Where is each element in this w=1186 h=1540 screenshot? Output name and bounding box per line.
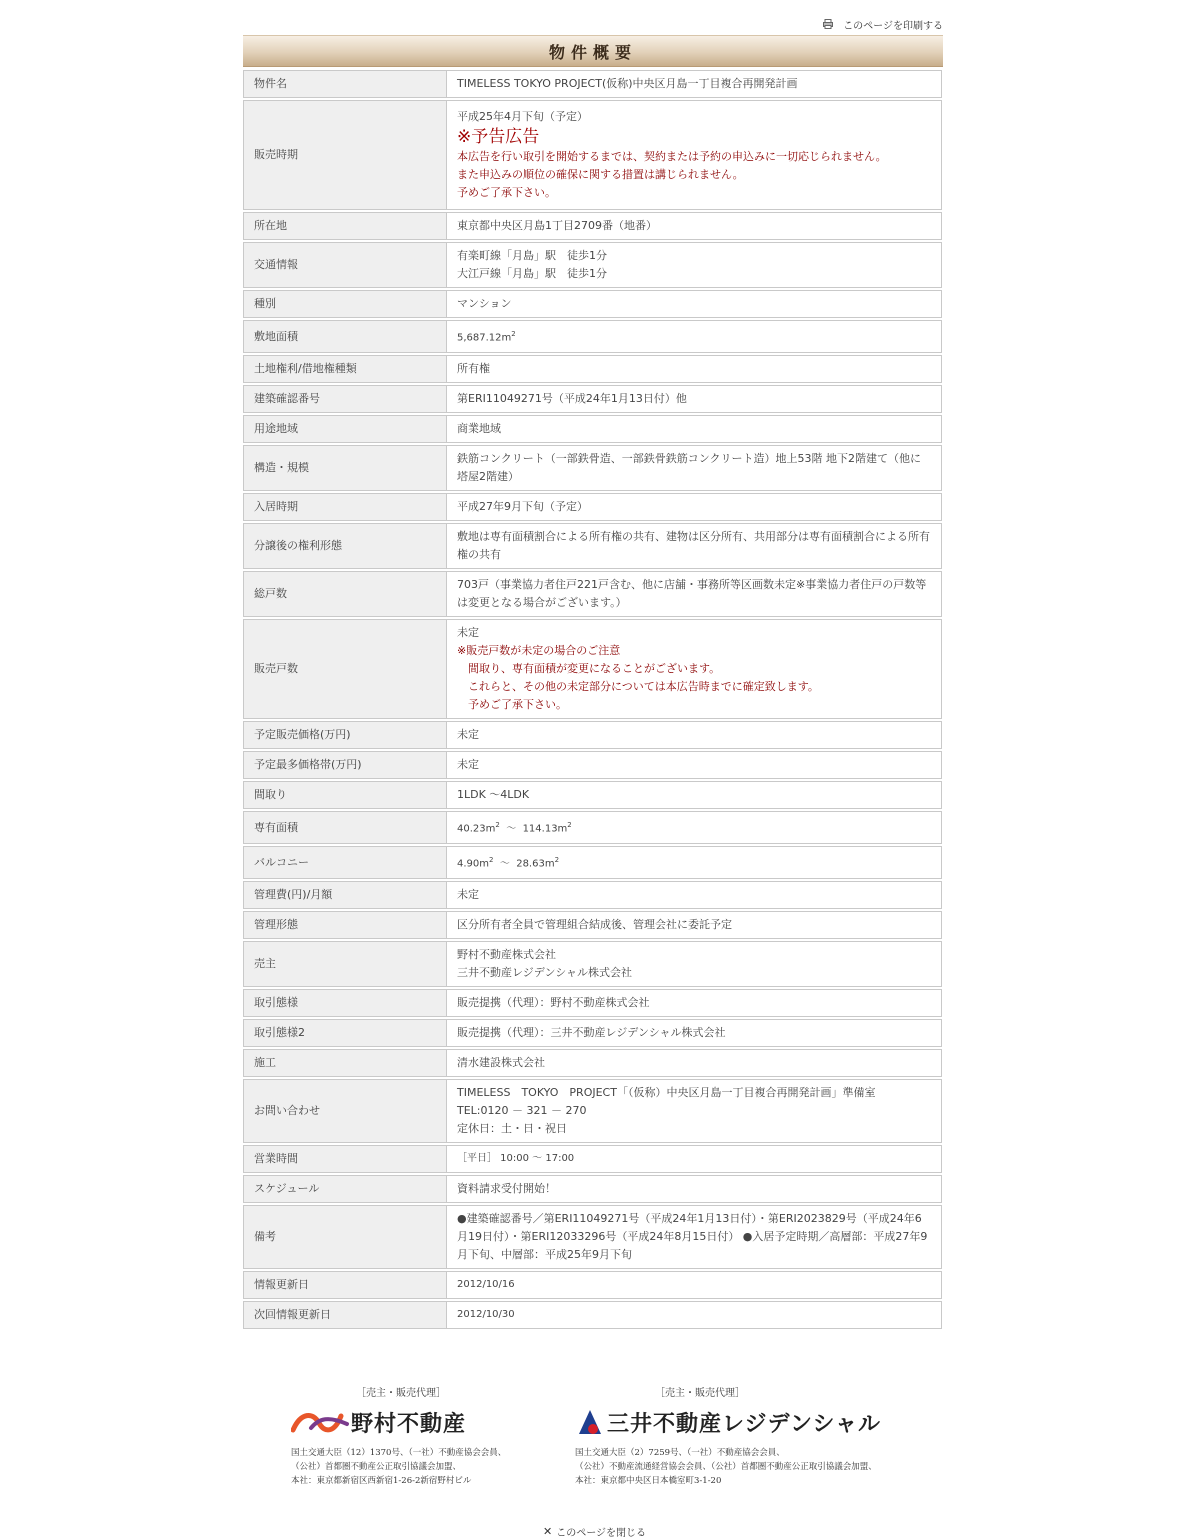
row-address bbox=[243, 212, 942, 240]
label: 物件名 bbox=[243, 70, 446, 98]
value: 商業地域 bbox=[446, 415, 942, 443]
label: 建築確認番号 bbox=[243, 385, 446, 413]
label: 種別 bbox=[243, 290, 446, 318]
value: 未定 bbox=[446, 721, 942, 749]
label: 売主 bbox=[243, 941, 446, 987]
line: 大江戸線「月島」駅 徒歩1分 bbox=[457, 267, 607, 280]
row-contact bbox=[243, 1079, 942, 1143]
value: 2012/10/30 bbox=[446, 1301, 942, 1329]
label: 予定販売価格(万円) bbox=[243, 721, 446, 749]
label: バルコニー bbox=[243, 846, 446, 879]
value: ［平日］ 10:00 ～ 17:00 bbox=[446, 1145, 942, 1173]
notice-line: また申込みの順位の確保に関する措置は講じられません。 bbox=[457, 168, 744, 181]
row-remarks bbox=[243, 1205, 942, 1269]
mitsui-name: 三井不動産レジデンシャル bbox=[607, 1412, 882, 1437]
label: お問い合わせ bbox=[243, 1079, 446, 1143]
info-line: （公社）不動産流通経営協会会員、（公社）首都圏不動産公正取引協議会加盟、 bbox=[575, 1462, 877, 1472]
value: TIMELESS TOKYO PROJECT(仮称)中央区月島一丁目複合再開発計画 bbox=[446, 70, 942, 98]
tilde: ～ bbox=[506, 823, 517, 835]
info-line: 国土交通大臣（2）7259号、（一社）不動産協会会員、 bbox=[575, 1448, 785, 1458]
value: 敷地は専有面積割合による所有権の共有、建物は区分所有、共用部分は専有面積割合による所有権の共有 bbox=[446, 523, 942, 569]
label: 土地権利/借地権種類 bbox=[243, 355, 446, 383]
row-total-units bbox=[243, 571, 942, 617]
notice-title: ※予告広告 bbox=[457, 127, 540, 147]
printer-icon bbox=[823, 19, 833, 29]
close-page-label: このページを閉じる bbox=[556, 1528, 647, 1539]
from-value: 40.23m bbox=[457, 823, 496, 835]
notice-line: 本広告を行い取引を開始するまでは、契約または予約の申込みに一切応じられません。 bbox=[457, 150, 887, 163]
row-hours bbox=[243, 1145, 942, 1173]
value: マンション bbox=[446, 290, 942, 318]
line: TEL:0120 － 321 － 270 bbox=[457, 1104, 587, 1117]
label: 交通情報 bbox=[243, 242, 446, 288]
row-mgmt-fee bbox=[243, 881, 942, 909]
value bbox=[446, 811, 942, 844]
label: 分譲後の権利形態 bbox=[243, 523, 446, 569]
value: 所有権 bbox=[446, 355, 942, 383]
row-layout bbox=[243, 781, 942, 809]
value: 区分所有者全員で管理組合結成後、管理会社に委託予定 bbox=[446, 911, 942, 939]
value: 1LDK ～4LDK bbox=[446, 781, 942, 809]
line: 三井不動産レジデンシャル株式会社 bbox=[457, 966, 633, 979]
row-floor-area bbox=[243, 811, 942, 844]
label: 所在地 bbox=[243, 212, 446, 240]
row-schedule bbox=[243, 1175, 942, 1203]
label: 敷地面積 bbox=[243, 320, 446, 353]
info-line: 本社：東京都中央区日本橋室町3-1-20 bbox=[575, 1476, 722, 1486]
label: 次回情報更新日 bbox=[243, 1301, 446, 1329]
row-move-in bbox=[243, 493, 942, 521]
line: TIMELESS TOKYO PROJECT「（仮称）中央区月島一丁目複合再開発計画」準備室 bbox=[457, 1086, 876, 1099]
value: 販売提携（代理）：野村不動産株式会社 bbox=[446, 989, 942, 1017]
mitsui-logo bbox=[575, 1407, 943, 1438]
tilde: ～ bbox=[499, 858, 510, 870]
label: 用途地域 bbox=[243, 415, 446, 443]
property-table bbox=[243, 68, 942, 1331]
row-transport bbox=[243, 242, 942, 288]
label: 施工 bbox=[243, 1049, 446, 1077]
mitsui-info bbox=[575, 1446, 943, 1488]
value: 第ERI11049271号（平成24年1月13日付）他 bbox=[446, 385, 942, 413]
row-type bbox=[243, 290, 942, 318]
value: 東京都中央区月島1丁目2709番（地番） bbox=[446, 212, 942, 240]
info-line: 国土交通大臣（12）1370号、（一社）不動産協会会員、 bbox=[291, 1448, 507, 1458]
value: 平成27年9月下旬（予定） bbox=[446, 493, 942, 521]
mitsui-mark-icon bbox=[575, 1408, 605, 1438]
row-mgmt-form bbox=[243, 911, 942, 939]
nomura-logo bbox=[291, 1407, 541, 1438]
label: 取引態様 bbox=[243, 989, 446, 1017]
sale-period-value: 平成25年4月下旬（予定） bbox=[457, 110, 588, 123]
label: 備考 bbox=[243, 1205, 446, 1269]
value: 清水建設株式会社 bbox=[446, 1049, 942, 1077]
section-title-bar bbox=[243, 35, 943, 67]
info-line: 本社：東京都新宿区西新宿1-26-2新宿野村ビル bbox=[291, 1476, 472, 1486]
line: 有楽町線「月島」駅 徒歩1分 bbox=[457, 249, 607, 262]
print-page-link[interactable] bbox=[823, 16, 943, 32]
row-transaction bbox=[243, 989, 942, 1017]
notice-line: 予めご了承下さい。 bbox=[457, 698, 567, 711]
row-zoning bbox=[243, 415, 942, 443]
value bbox=[446, 320, 942, 353]
nomura-info bbox=[291, 1446, 541, 1488]
nomura-block bbox=[291, 1384, 541, 1488]
label: 総戸数 bbox=[243, 571, 446, 617]
nomura-name: 野村不動産 bbox=[351, 1412, 467, 1437]
label: 専有面積 bbox=[243, 811, 446, 844]
label: 情報更新日 bbox=[243, 1271, 446, 1299]
line: 定休日：土・日・祝日 bbox=[457, 1122, 567, 1135]
label: 管理形態 bbox=[243, 911, 446, 939]
to-value: 28.63m bbox=[516, 858, 555, 870]
row-name bbox=[243, 70, 942, 98]
company-logos bbox=[243, 1384, 943, 1504]
print-page-label: このページを印刷する bbox=[843, 20, 943, 32]
value bbox=[446, 619, 942, 719]
label: 予定最多価格帯(万円) bbox=[243, 751, 446, 779]
mitsui-block bbox=[575, 1384, 943, 1488]
row-next-update bbox=[243, 1301, 942, 1329]
row-builder bbox=[243, 1049, 942, 1077]
label: 構造・規模 bbox=[243, 445, 446, 491]
label: 販売戸数 bbox=[243, 619, 446, 719]
notice-line: 予めご了承下さい。 bbox=[457, 186, 556, 199]
label: 取引態様2 bbox=[243, 1019, 446, 1047]
row-seller bbox=[243, 941, 942, 987]
value: 未定 bbox=[446, 751, 942, 779]
unit-sup: 2 bbox=[567, 821, 572, 830]
value bbox=[446, 100, 942, 210]
label: 間取り bbox=[243, 781, 446, 809]
row-units-for-sale bbox=[243, 619, 942, 719]
row-ownership bbox=[243, 523, 942, 569]
label: スケジュール bbox=[243, 1175, 446, 1203]
notice-line: ※販売戸数が未定の場合のご注意 bbox=[457, 644, 621, 657]
value: 販売提携（代理）：三井不動産レジデンシャル株式会社 bbox=[446, 1019, 942, 1047]
row-land-area bbox=[243, 320, 942, 353]
to-value: 114.13m bbox=[522, 823, 568, 835]
units-value: 未定 bbox=[457, 626, 479, 639]
label: 管理費(円)/月額 bbox=[243, 881, 446, 909]
row-building-cert bbox=[243, 385, 942, 413]
value bbox=[446, 242, 942, 288]
value: 703戸（事業協力者住戸221戸含む、他に店舗・事務所等区画数未定※事業協力者住戸の戸数等は変更となる場合がございます。） bbox=[446, 571, 942, 617]
notice-line: 間取り、専有面積が変更になることがございます。 bbox=[457, 662, 721, 675]
notice-line: これらと、その他の未定部分については本広告時までに確定致します。 bbox=[457, 680, 819, 693]
label: 販売時期 bbox=[243, 100, 446, 210]
nomura-mark-icon bbox=[291, 1410, 351, 1436]
row-sale-period bbox=[243, 100, 942, 210]
row-structure bbox=[243, 445, 942, 491]
value bbox=[446, 846, 942, 879]
row-updated bbox=[243, 1271, 942, 1299]
info-line: （公社）首都圏不動産公正取引協議会加盟、 bbox=[291, 1462, 462, 1472]
close-page-link[interactable] bbox=[543, 1524, 646, 1539]
row-planned-price bbox=[243, 721, 942, 749]
section-title: 物件概要 bbox=[548, 42, 637, 62]
row-balcony bbox=[243, 846, 942, 879]
from-value: 4.90m bbox=[457, 858, 490, 870]
value: 資料請求受付開始！ bbox=[446, 1175, 942, 1203]
label: 営業時間 bbox=[243, 1145, 446, 1173]
land-area-value: 5,687.12m bbox=[457, 332, 512, 344]
value bbox=[446, 1079, 942, 1143]
value: 鉄筋コンクリート（一部鉄骨造、一部鉄骨鉄筋コンクリート造）地上53階 地下2階建て（他に塔屋2階建） bbox=[446, 445, 942, 491]
value: 2012/10/16 bbox=[446, 1271, 942, 1299]
close-icon: ✕ bbox=[543, 1525, 553, 1538]
unit-sup: 2 bbox=[511, 330, 516, 339]
row-land-right bbox=[243, 355, 942, 383]
unit-sup: 2 bbox=[495, 821, 500, 830]
role-label: ［売主・販売代理］ bbox=[655, 1388, 745, 1399]
row-top-price-band bbox=[243, 751, 942, 779]
unit-sup: 2 bbox=[554, 856, 560, 865]
role-label: ［売主・販売代理］ bbox=[356, 1388, 446, 1399]
value: 未定 bbox=[446, 881, 942, 909]
line: 野村不動産株式会社 bbox=[457, 948, 556, 961]
unit-sup: 2 bbox=[489, 856, 494, 865]
label: 入居時期 bbox=[243, 493, 446, 521]
row-transaction2 bbox=[243, 1019, 942, 1047]
value: ●建築確認番号／第ERI11049271号（平成24年1月13日付）・第ERI2023829号（平成24年6月19日付）・第ERI12033296号（平成24年8月15日付） ●入居予定時期／高層部：平成27年9月下旬、中層部：平成25年9月下旬 bbox=[446, 1205, 942, 1269]
value bbox=[446, 941, 942, 987]
